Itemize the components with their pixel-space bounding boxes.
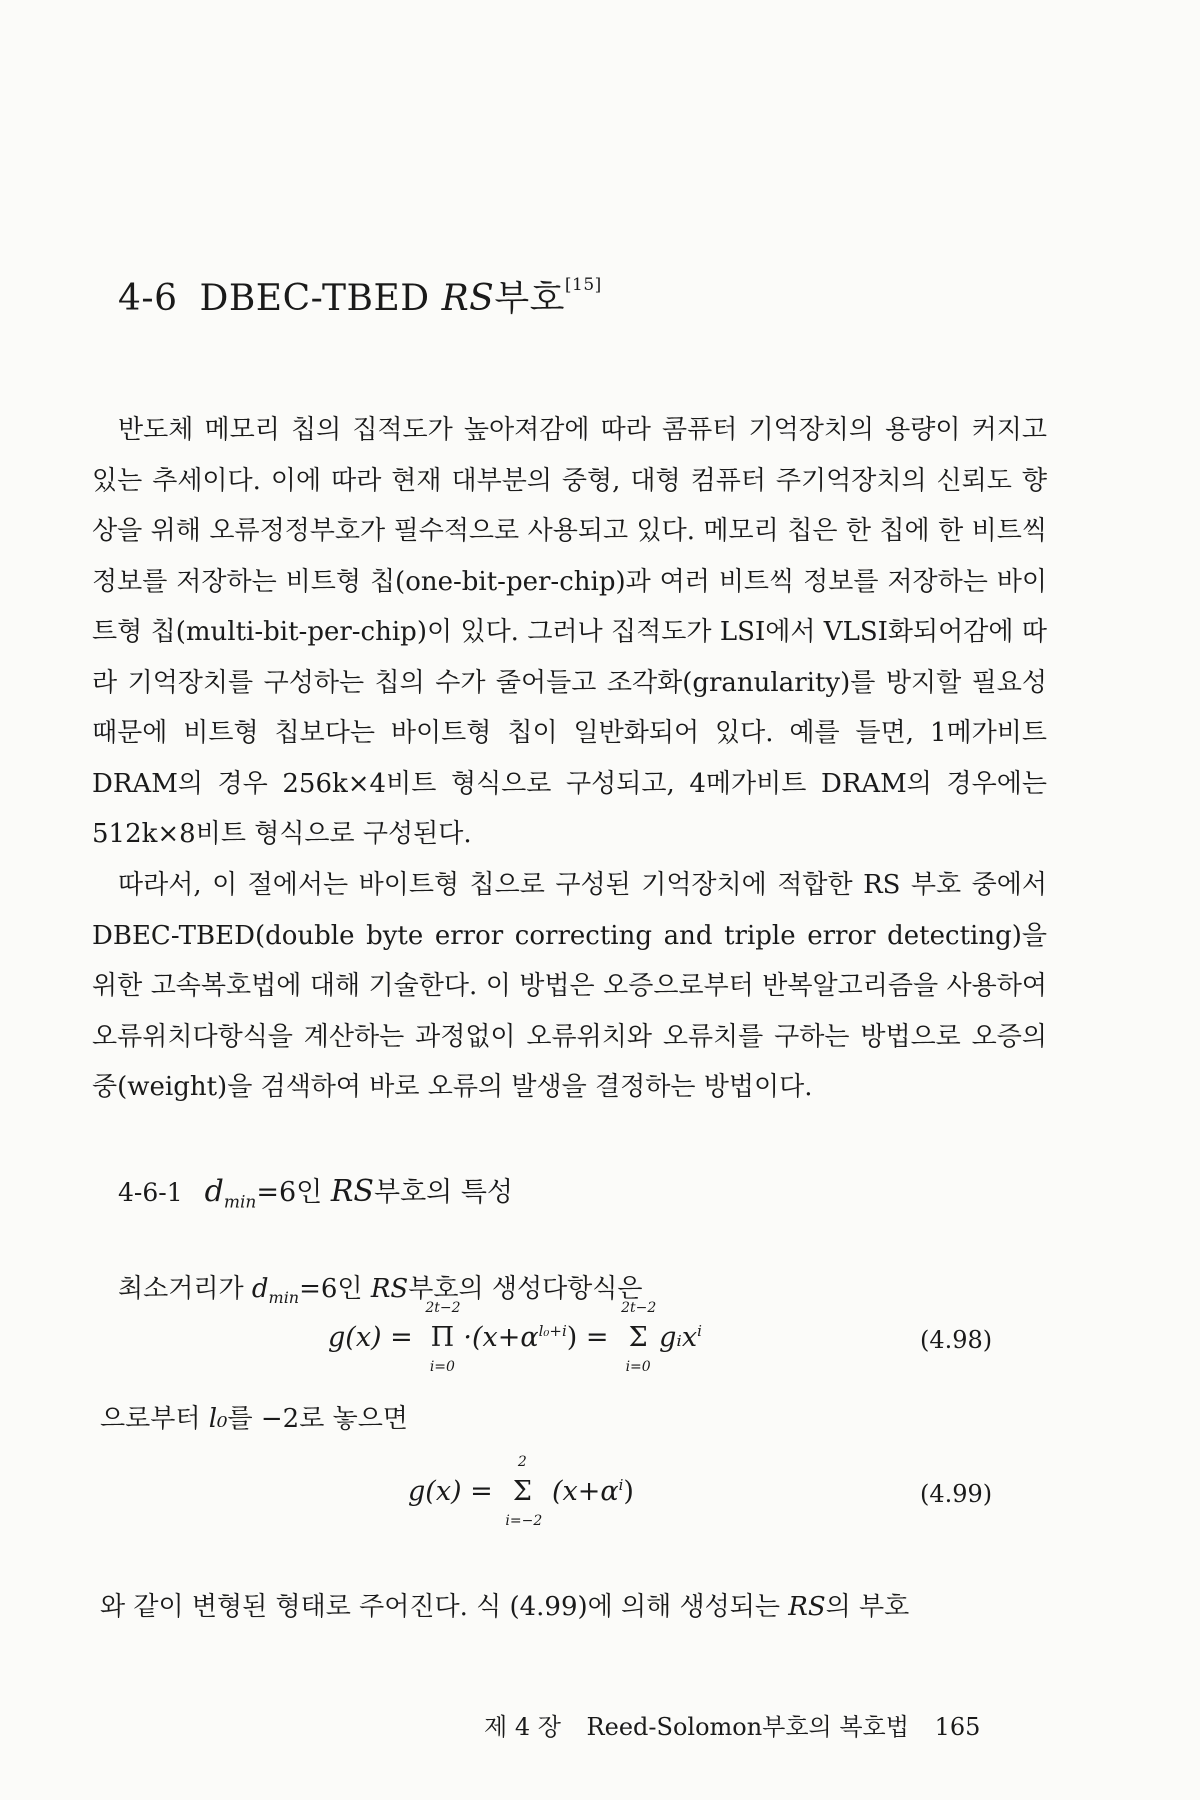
subsection-dmin: d bbox=[204, 1174, 224, 1209]
text-line-3 bbox=[100, 1586, 909, 1623]
page-footer bbox=[484, 1707, 998, 1742]
subsection-dmin-sub: min bbox=[223, 1192, 257, 1213]
equation-4-98 bbox=[328, 1300, 702, 1375]
section-reference: [15] bbox=[564, 275, 602, 295]
eq99-sum-symbol: Σ bbox=[512, 1476, 532, 1507]
section-number: 4-6 bbox=[118, 278, 178, 319]
eq98-factor: ·(x+α bbox=[463, 1322, 539, 1353]
page-number: 165 bbox=[934, 1713, 981, 1741]
line3-post: 의 부호 bbox=[825, 1592, 910, 1622]
subsection-rest: =6인 bbox=[256, 1177, 323, 1208]
eq99-term-close: ) bbox=[623, 1476, 634, 1507]
eq99-lhs: g(x) = bbox=[408, 1476, 493, 1507]
eq99-sum-lower: i=−2 bbox=[505, 1513, 543, 1529]
line1-rs: RS bbox=[370, 1274, 409, 1304]
equation-number-4-98: (4.98) bbox=[920, 1326, 993, 1354]
equation-4-99 bbox=[408, 1454, 634, 1529]
paragraph-2-text: 따라서, 이 절에서는 바이트형 칩으로 구성된 기억장치에 적합한 RS 부호 중에서 DBEC-TBED(double byte error correcting and triple error detecting)을 위한 고속복호법에 대해 기술한다. 이 방법은 오증으로부터 반복알고리즘을 사용하여 오류위치다항식을 계산하는 과정없이 오류위치와 오류치를 구하는 방법으로 오증의 중(weight)을 검색하여 바로 오류의 발생을 결정하는 방법이다. bbox=[92, 870, 1047, 1102]
eq98-prod-symbol: Π bbox=[430, 1322, 455, 1353]
paragraph-1-text: 반도체 메모리 칩의 집적도가 높아져감에 따라 콤퓨터 기억장치의 용량이 커지고 있는 추세이다. 이에 따라 현재 대부분의 중형, 대형 컴퓨터 주기억장치의 신뢰도 향상을 위해 오류정정부호가 필수적으로 사용되고 있다. 메모리 칩은 한 칩에 한 비트씩 정보를 저장하는 비트형 칩(one-bit-per-chip)과 여러 비트씩 정보를 저장하는 바이트형 칩(multi-bit-per-chip)이 있다. 그러나 집적도가 LSI에서 VLSI화되어감에 따라 기억장치를 구성하는 칩의 수가 줄어들고 조각화(granularity)를 방지할 필요성 때문에 비트형 칩보다는 바이트형 칩이 일반화되어 있다. 예를 들면, 1메가비트 DRAM의 경우 256k×4비트 형식으로 구성되고, 4메가비트 DRAM의 경우에는 512k×8비트 형식으로 구성된다. bbox=[92, 415, 1047, 849]
line1-post: 부호의 생성다항식은 bbox=[408, 1274, 643, 1304]
eq98-product bbox=[425, 1300, 461, 1375]
footer-chapter: 제 4 장 bbox=[484, 1713, 561, 1741]
equation-number-4-99: (4.99) bbox=[920, 1480, 993, 1508]
paragraph-1 bbox=[92, 405, 1047, 860]
section-title-text: DBEC-TBED bbox=[199, 278, 430, 319]
text-line-2 bbox=[100, 1398, 408, 1435]
subsection-number: 4-6-1 bbox=[118, 1178, 183, 1207]
eq99-sum bbox=[505, 1454, 543, 1529]
line1-dmin-sub: min bbox=[268, 1288, 300, 1308]
eq99-term: (x+α bbox=[551, 1476, 619, 1507]
eq98-prod-upper: 2t−2 bbox=[425, 1300, 461, 1316]
eq98-factor-close: ) = bbox=[566, 1322, 609, 1353]
footer-title: Reed-Solomon부호의 복호법 bbox=[586, 1713, 909, 1741]
line1-pre: 최소거리가 bbox=[118, 1274, 244, 1304]
section-title-rs: RS bbox=[441, 278, 495, 319]
line1-mid: =6인 bbox=[299, 1274, 363, 1304]
eq98-sum-lower: i=0 bbox=[625, 1359, 651, 1375]
eq98-term-exp: i bbox=[697, 1322, 702, 1340]
subsection-rs: RS bbox=[330, 1174, 374, 1209]
eq98-sum-symbol: Σ bbox=[628, 1322, 648, 1353]
eq98-lhs: g(x) = bbox=[328, 1322, 413, 1353]
subsection-suffix: 부호의 특성 bbox=[373, 1177, 513, 1208]
line2-l0: l₀ bbox=[208, 1404, 228, 1434]
section-title-suffix: 부호 bbox=[494, 278, 565, 319]
eq99-sum-upper: 2 bbox=[517, 1454, 527, 1470]
eq99-term-exp: i bbox=[618, 1476, 624, 1494]
line3-rs: RS bbox=[788, 1592, 826, 1622]
eq98-sum bbox=[621, 1300, 657, 1375]
line3-pre: 와 같이 변형된 형태로 주어진다. 식 (4.99)에 의해 생성되는 bbox=[100, 1592, 780, 1622]
line1-dmin: d bbox=[251, 1274, 269, 1304]
text-line-1 bbox=[118, 1268, 643, 1307]
line2-post: 를 −2로 놓으면 bbox=[227, 1404, 408, 1434]
paragraph-2 bbox=[92, 860, 1047, 1113]
eq98-factor-exp: l₀+i bbox=[538, 1322, 567, 1340]
line2-pre: 으로부터 bbox=[100, 1404, 201, 1434]
eq98-prod-lower: i=0 bbox=[429, 1359, 455, 1375]
subsection-title bbox=[118, 1170, 513, 1212]
section-title bbox=[118, 270, 602, 321]
eq98-term: gᵢx bbox=[659, 1322, 698, 1353]
eq98-sum-upper: 2t−2 bbox=[621, 1300, 657, 1316]
